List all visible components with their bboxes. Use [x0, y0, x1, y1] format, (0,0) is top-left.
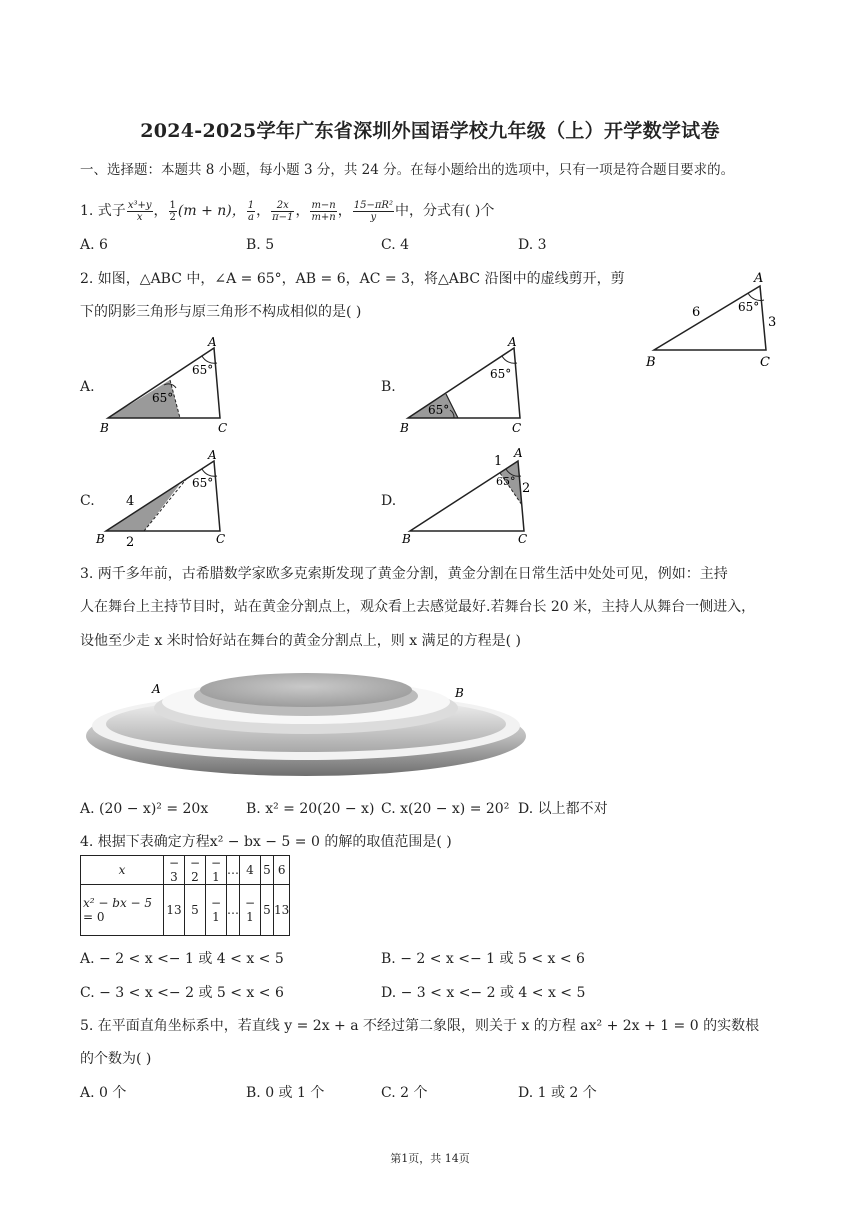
q4-option-a: A. − 2 < x <− 1 或 4 < x < 5: [80, 951, 284, 967]
svg-text:A: A: [208, 335, 217, 349]
fraction-1: $\frac{\text{x³+y}}{x}$: [127, 199, 152, 223]
q2-option-d-label: D.: [381, 493, 397, 509]
q3-option-a: A. (20 − x)² = 20x: [80, 801, 209, 817]
q3-stem-line3: 设他至少走 x 米时恰好站在舞台的黄金分割点上，则 x 满足的方程是( ): [80, 633, 521, 649]
svg-text:B: B: [100, 421, 109, 435]
q1-option-a: A. 6: [80, 237, 108, 253]
svg-text:A: A: [514, 446, 523, 460]
svg-text:B: B: [402, 532, 411, 546]
q3-stem-line2: 人在舞台上主持节目时，站在黄金分割点上，观众看上去感觉最好.若舞台长 20 米，主持人从舞台一侧进入，: [80, 599, 756, 615]
q1-option-d: D. 3: [518, 237, 547, 253]
side-ab-label: 6: [692, 305, 701, 320]
table-cell: − 1: [240, 885, 261, 936]
table-row-label: x² − bx − 5 = 0: [81, 885, 164, 936]
table-cell: 13: [164, 885, 185, 936]
svg-text:2: 2: [126, 535, 135, 549]
table-cell: 13: [274, 885, 290, 936]
svg-text:2: 2: [522, 481, 531, 496]
q3-option-b: B. x² = 20(20 − x): [246, 801, 375, 817]
q3-stem-line1: 3. 两千多年前，古希腊数学家欧多克索斯发现了黄金分割，黄金分割在日常生活中处处可见，例如：主持: [80, 566, 728, 582]
q4-stem: 4. 根据下表确定方程x² − bx − 5 = 0 的解的取值范围是( ): [80, 834, 452, 850]
svg-text:65°: 65°: [152, 391, 174, 405]
svg-text:C: C: [218, 421, 228, 435]
q2-option-b-label: B.: [381, 379, 396, 395]
svg-text:65°: 65°: [496, 475, 516, 488]
svg-text:C: C: [216, 532, 226, 546]
svg-text:65°: 65°: [428, 403, 450, 417]
q5-option-a: A. 0 个: [80, 1085, 127, 1101]
label-c: C: [760, 355, 770, 370]
table-header-cell: 5: [261, 856, 274, 885]
q4-value-table: [80, 855, 290, 936]
stage-point-b: B: [455, 686, 464, 700]
table-header-cell: 6: [274, 856, 290, 885]
table-cell: …: [227, 885, 240, 936]
q5-stem-line1: 5. 在平面直角坐标系中，若直线 y = 2x + a 不经过第二象限，则关于 x 的方程 ax² + 2x + 1 = 0 的实数根: [80, 1018, 760, 1034]
svg-text:1: 1: [494, 454, 503, 469]
q2-option-d-figure: [398, 445, 548, 549]
table-header-cell: x: [81, 856, 164, 885]
q2-option-a-figure: [96, 332, 246, 436]
q1-option-c: C. 4: [381, 237, 410, 253]
q4-option-d: D. − 3 < x <− 2 或 4 < x < 5: [381, 985, 586, 1001]
q5-option-c: C. 2 个: [381, 1085, 428, 1101]
table-header-cell: − 1: [206, 856, 227, 885]
fraction-3: $\frac{1}{a}$: [247, 199, 255, 223]
svg-text:C: C: [512, 421, 522, 435]
table-header-cell: 4: [240, 856, 261, 885]
svg-text:B: B: [96, 532, 105, 546]
q5-option-b: B. 0 或 1 个: [246, 1085, 325, 1101]
svg-text:A: A: [508, 335, 517, 349]
table-row: [81, 856, 290, 885]
angle-label: 65°: [738, 300, 760, 314]
q2-stem-line2: 下的阴影三角形与原三角形不构成相似的是( ): [80, 304, 362, 320]
svg-text:A: A: [208, 448, 217, 462]
fraction-6: $\frac{\text{15−πR²}}{y}$: [353, 199, 393, 223]
stage-illustration: [84, 662, 534, 784]
fraction-4: $\frac{2x}{\pi-1}$: [272, 199, 294, 223]
q2-option-c-label: C.: [80, 493, 95, 509]
q2-option-b-figure: [396, 332, 546, 436]
q5-stem-line2: 的个数为( ): [80, 1051, 152, 1067]
svg-text:65°: 65°: [192, 476, 214, 490]
fraction-half: $\frac{1}{2}$: [169, 199, 176, 223]
section-heading: 一、选择题：本题共 8 小题，每小题 3 分，共 24 分。在每小题给出的选项中，只有一项是符合题目要求的。: [80, 162, 735, 178]
q2-main-triangle-figure: [640, 266, 790, 371]
svg-text:65°: 65°: [192, 363, 214, 377]
table-cell: 5: [185, 885, 206, 936]
fraction-5: $\frac{m-n}{m+n}$: [311, 199, 336, 223]
svg-text:C: C: [518, 532, 528, 546]
q5-option-d: D. 1 或 2 个: [518, 1085, 597, 1101]
svg-text:B: B: [400, 421, 409, 435]
label-b: B: [646, 355, 656, 370]
question-1-stem: 1. 式子 $\frac{\text{x³+y}}{x}$ ， $\frac{1}{2}$ (m + n)， $\frac{1}{a}$ ， $\frac{2x}{\pi-1}$ ， $\frac{m-n}{m+n}$ ， $\frac{\text{15−πR²}}{y}$ 中，分式有( )个: [80, 199, 495, 223]
q2-stem-line1: 2. 如图，△ABC 中，∠A = 65°，AB = 6，AC = 3，将△ABC 沿图中的虚线剪开，剪: [80, 271, 625, 287]
table-header-cell: − 2: [185, 856, 206, 885]
q1-prefix: 1. 式子: [80, 203, 126, 219]
svg-text:4: 4: [126, 494, 135, 509]
table-row: [81, 885, 290, 936]
q3-option-c: C. x(20 − x) = 20²: [381, 801, 510, 817]
svg-text:65°: 65°: [490, 367, 512, 381]
table-header-cell: − 3: [164, 856, 185, 885]
table-cell: − 1: [206, 885, 227, 936]
side-ac-label: 3: [768, 315, 777, 330]
q1-suffix: 中，分式有( )个: [394, 203, 495, 219]
q2-option-a-label: A.: [80, 379, 95, 395]
table-header-cell: …: [227, 856, 240, 885]
q3-option-d: D. 以上都不对: [518, 801, 608, 817]
q2-option-c-figure: [94, 445, 244, 549]
table-cell: 5: [261, 885, 274, 936]
q4-option-b: B. − 2 < x <− 1 或 5 < x < 6: [381, 951, 585, 967]
stage-point-a: A: [152, 682, 161, 696]
label-a: A: [754, 271, 764, 286]
q1-option-b: B. 5: [246, 237, 275, 253]
page-title: 2024-2025学年广东省深圳外国语学校九年级（上）开学数学试卷: [140, 120, 720, 142]
q4-option-c: C. − 3 < x <− 2 或 5 < x < 6: [80, 985, 284, 1001]
page-footer: 第1页，共 14页: [390, 1152, 470, 1165]
